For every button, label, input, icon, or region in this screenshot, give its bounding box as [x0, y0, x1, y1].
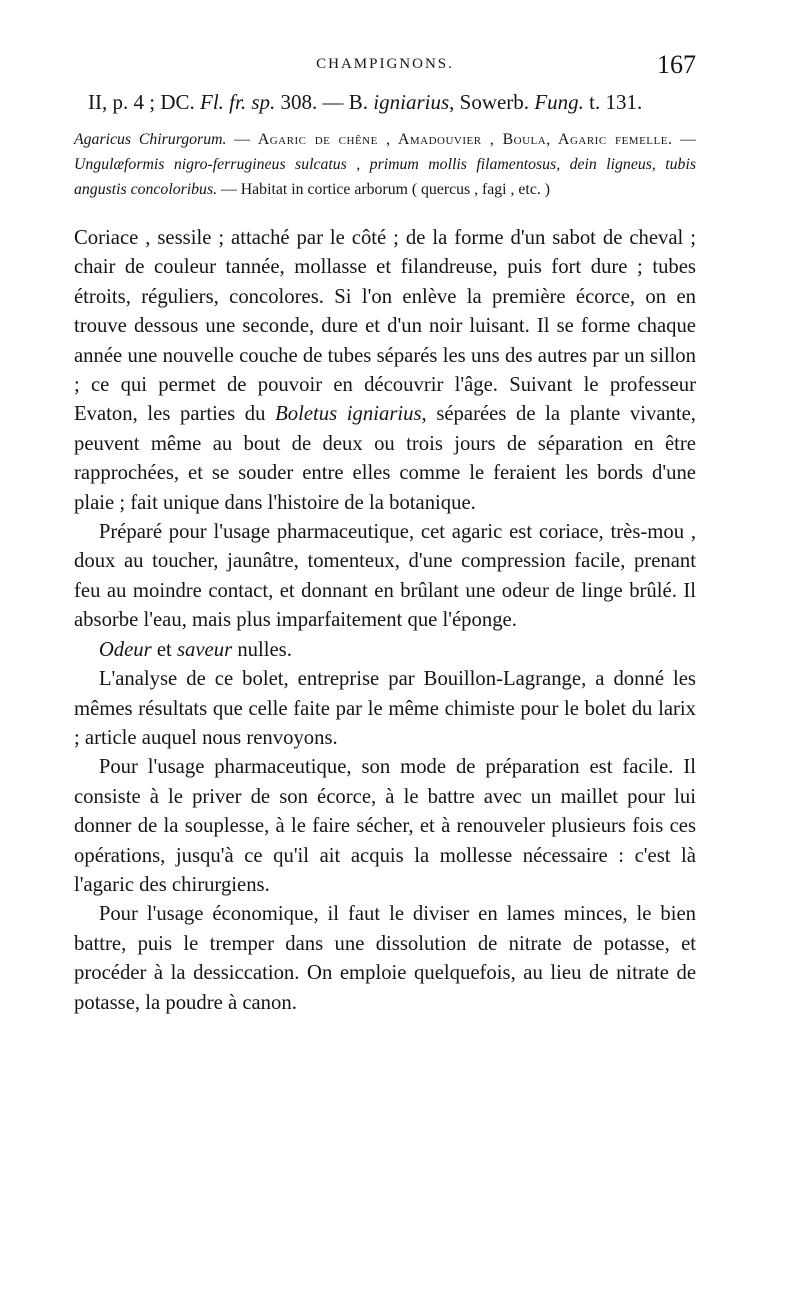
paragraph-preparation: Préparé pour l'usage pharmaceutique, cet agaric est coriace, très-mou , doux au toucher, jaunâtre, tomenteux, d'une compression facile, prenant feu au moindre contact, et donnant en brûlant une odeur de linge brûlé. Il absorbe l'eau, mais plus imparfaitement que l'éponge. [74, 521, 696, 632]
paragraph-description [74, 224, 696, 518]
paragraph-analysis: L'analyse de ce bolet, entreprise par Bouillon-Lagrange, a donné les mêmes résultats que celle faite par le même chimiste pour le bolet du larix ; article auquel nous renvoyons. [74, 668, 696, 749]
paragraph-text: Coriace , sessile ; attaché par le côté ; de la forme d'un sabot de cheval ; chair de couleur tannée, mollasse et filandreuse, puis fort dure ; tubes étroits, réguliers, concolores. Si l'on enlève la première écorce, on en trouve dessous une seconde, dure et d'un noir luisant. Il se forme chaque année une nouvelle couche de tubes séparés les uns des autres par un sillon ; ce qui permet de pouvoir en découvrir l'âge. Suivant le professeur Evaton, les parties du [74, 227, 696, 426]
reference-part: t. 131. [589, 90, 643, 114]
reference-part: 308. — B. [280, 90, 369, 114]
odour-label: Odeur [98, 638, 152, 661]
paragraph-text: nulles. [232, 638, 292, 661]
reference-italic: Fl. fr. sp. [200, 90, 276, 114]
latin-name: Agaricus Chirurgorum. [74, 131, 227, 148]
latin-description: Ungulæformis nigro-ferrugineus sulcatus , primum mollis filamentosus, dein ligneus, tubis angustis concoloribus. [74, 156, 696, 198]
paragraph-economic-use: Pour l'usage économique, il faut le diviser en lames minces, le bien battre, puis le tremper dans une dissolution de nitrate de potasse, et procéder à la dessiccation. On emploie quelquefois, au lieu de nitrate de potasse, la poudre à canon. [74, 903, 696, 1014]
habitat: — Habitat in cortice arborum ( quercus , fagi , etc. ) [217, 181, 550, 198]
book-page [74, 50, 696, 1018]
synonymy-block [74, 127, 696, 202]
species-name: Boletus igniarius [275, 403, 422, 426]
reference-italic: Fung. [534, 90, 584, 114]
running-title: CHAMPIGNONS. [316, 56, 454, 72]
paragraph-odour [74, 636, 696, 665]
common-names: Agaric de chêne , Amadouvier , Boula, Agaric femelle. [257, 131, 673, 148]
page-number: 167 [657, 50, 696, 79]
running-head [74, 50, 696, 90]
taste-label: saveur [176, 638, 233, 661]
paragraph-pharmaceutical-use: Pour l'usage pharmaceutique, son mode de préparation est facile. Il consiste à le priver de son écorce, à le battre avec un maillet pour lui donner de la souplesse, à le faire sécher, et à renouveler plusieurs fois ces opérations, jusqu'à ce qu'il ait acquis la mollesse nécessaire : c'est là l'agaric des chirurgiens. [74, 756, 696, 896]
separator: — [226, 131, 258, 148]
separator: — [672, 131, 696, 148]
paragraph-text: , séparées de la plante vivante, peuvent même au bout de deux ou trois jours de séparation en être rapprochées, et se souder entre elles comme le feraient les bords d'une plaie ; fait unique dans l'histoire de la botanique. [74, 403, 696, 514]
reference-part: , Sowerb. [449, 90, 530, 114]
reference-part: II, p. 4 ; DC. [88, 90, 195, 114]
body-text [74, 224, 696, 1018]
paragraph-text: et [151, 638, 177, 661]
species-name: igniarius [373, 90, 450, 114]
reference-line [88, 90, 696, 115]
